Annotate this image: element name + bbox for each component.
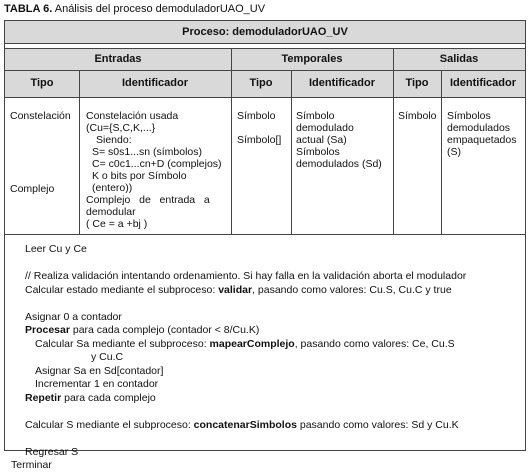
output-id-line: demodulados [447,122,511,134]
caption-text: Análisis del proceso demoduladorUAO_UV [54,3,266,15]
input-id-line: demodular [86,206,136,218]
process-title: Proceso: demoduladorUAO_UV [182,26,348,38]
algo-line: Calcular estado mediante el subproceso: validar, pasando como valores: Cu.S, Cu.C y true [25,283,452,296]
temp-identifier [296,110,392,170]
col-outputs-identifier: Identificador [449,77,516,89]
group-outputs: Salidas [439,53,479,65]
table-caption [4,3,265,15]
input-id-line: S= s0s1...sn (símbolos) [92,146,202,158]
input-id-line: ( Ce = a +bj ) [86,218,148,230]
algo-line: Repetir para cada complejo [25,391,156,404]
output-type-symbol: Símbolo [398,110,437,122]
algo-line: Leer Cu y Ce [25,243,87,255]
input-type-constellation: Constelación [10,110,71,122]
col-inputs-identifier: Identificador [121,77,188,89]
algo-line: Asignar 0 a contador [25,310,122,323]
col-temps-type: Tipo [249,77,273,89]
output-id-line: empaquetados [447,134,517,146]
output-id-line: Símbolos [447,110,491,122]
algo-comment: // Realiza validación intentando ordenamiento. Si hay falla en la validación aborta el modulador [25,270,467,282]
temp-type-symbol: Símbolo [237,110,276,122]
input-id-line: Constelación usada [86,110,179,122]
input-id-line: Siendo: [96,134,132,146]
algo-line: Asignar Sa en Sd[contador] [35,364,164,377]
temp-id-line: demodulados (Sd) [296,158,382,170]
algo-line: y Cu.C [91,351,124,363]
algo-line: Calcular Sa mediante el subproceso: mapearComplejo, pasando como valores: Ce, Cu.S [35,337,455,350]
process-table [4,20,526,471]
col-outputs-type: Tipo [405,77,429,89]
input-identifier [86,110,228,230]
col-inputs-type: Tipo [30,77,54,89]
temp-type-symbol-array: Símbolo[] [237,134,282,146]
input-id-line: Complejo de entrada a [86,194,210,206]
algo-line: Terminar [11,459,52,471]
group-inputs: Entradas [94,53,142,65]
algo-line: Calcular S mediante el subproceso: concatenarSimbolos pasando como valores: Sd y Cu.K [25,418,459,431]
caption-label: TABLA 6. [4,3,53,15]
temp-id-line: actual (Sa) [296,134,347,146]
output-identifier [447,110,523,158]
temp-id-line: Símbolos [296,146,340,158]
temp-id-line: Símbolo demodulado [296,110,354,134]
algo-line: Procesar para cada complejo (contador < 8/Cu.K) [25,324,260,336]
output-id-line: (S) [447,146,461,158]
algorithm-section [11,243,519,473]
algo-line: Regresar S [25,445,79,458]
input-id-line: K o bits por Símbolo (entero)) [92,170,187,194]
col-temps-identifier: Identificador [308,77,375,89]
algo-line: Incrementar 1 en contador [35,378,159,390]
group-temps: Temporales [281,53,343,65]
input-id-line: (Cu={S,C,K,...} [86,122,156,134]
input-type-complex: Complejo [10,183,55,195]
input-id-line: C= c0c1...cn+D (complejos) [92,158,222,170]
